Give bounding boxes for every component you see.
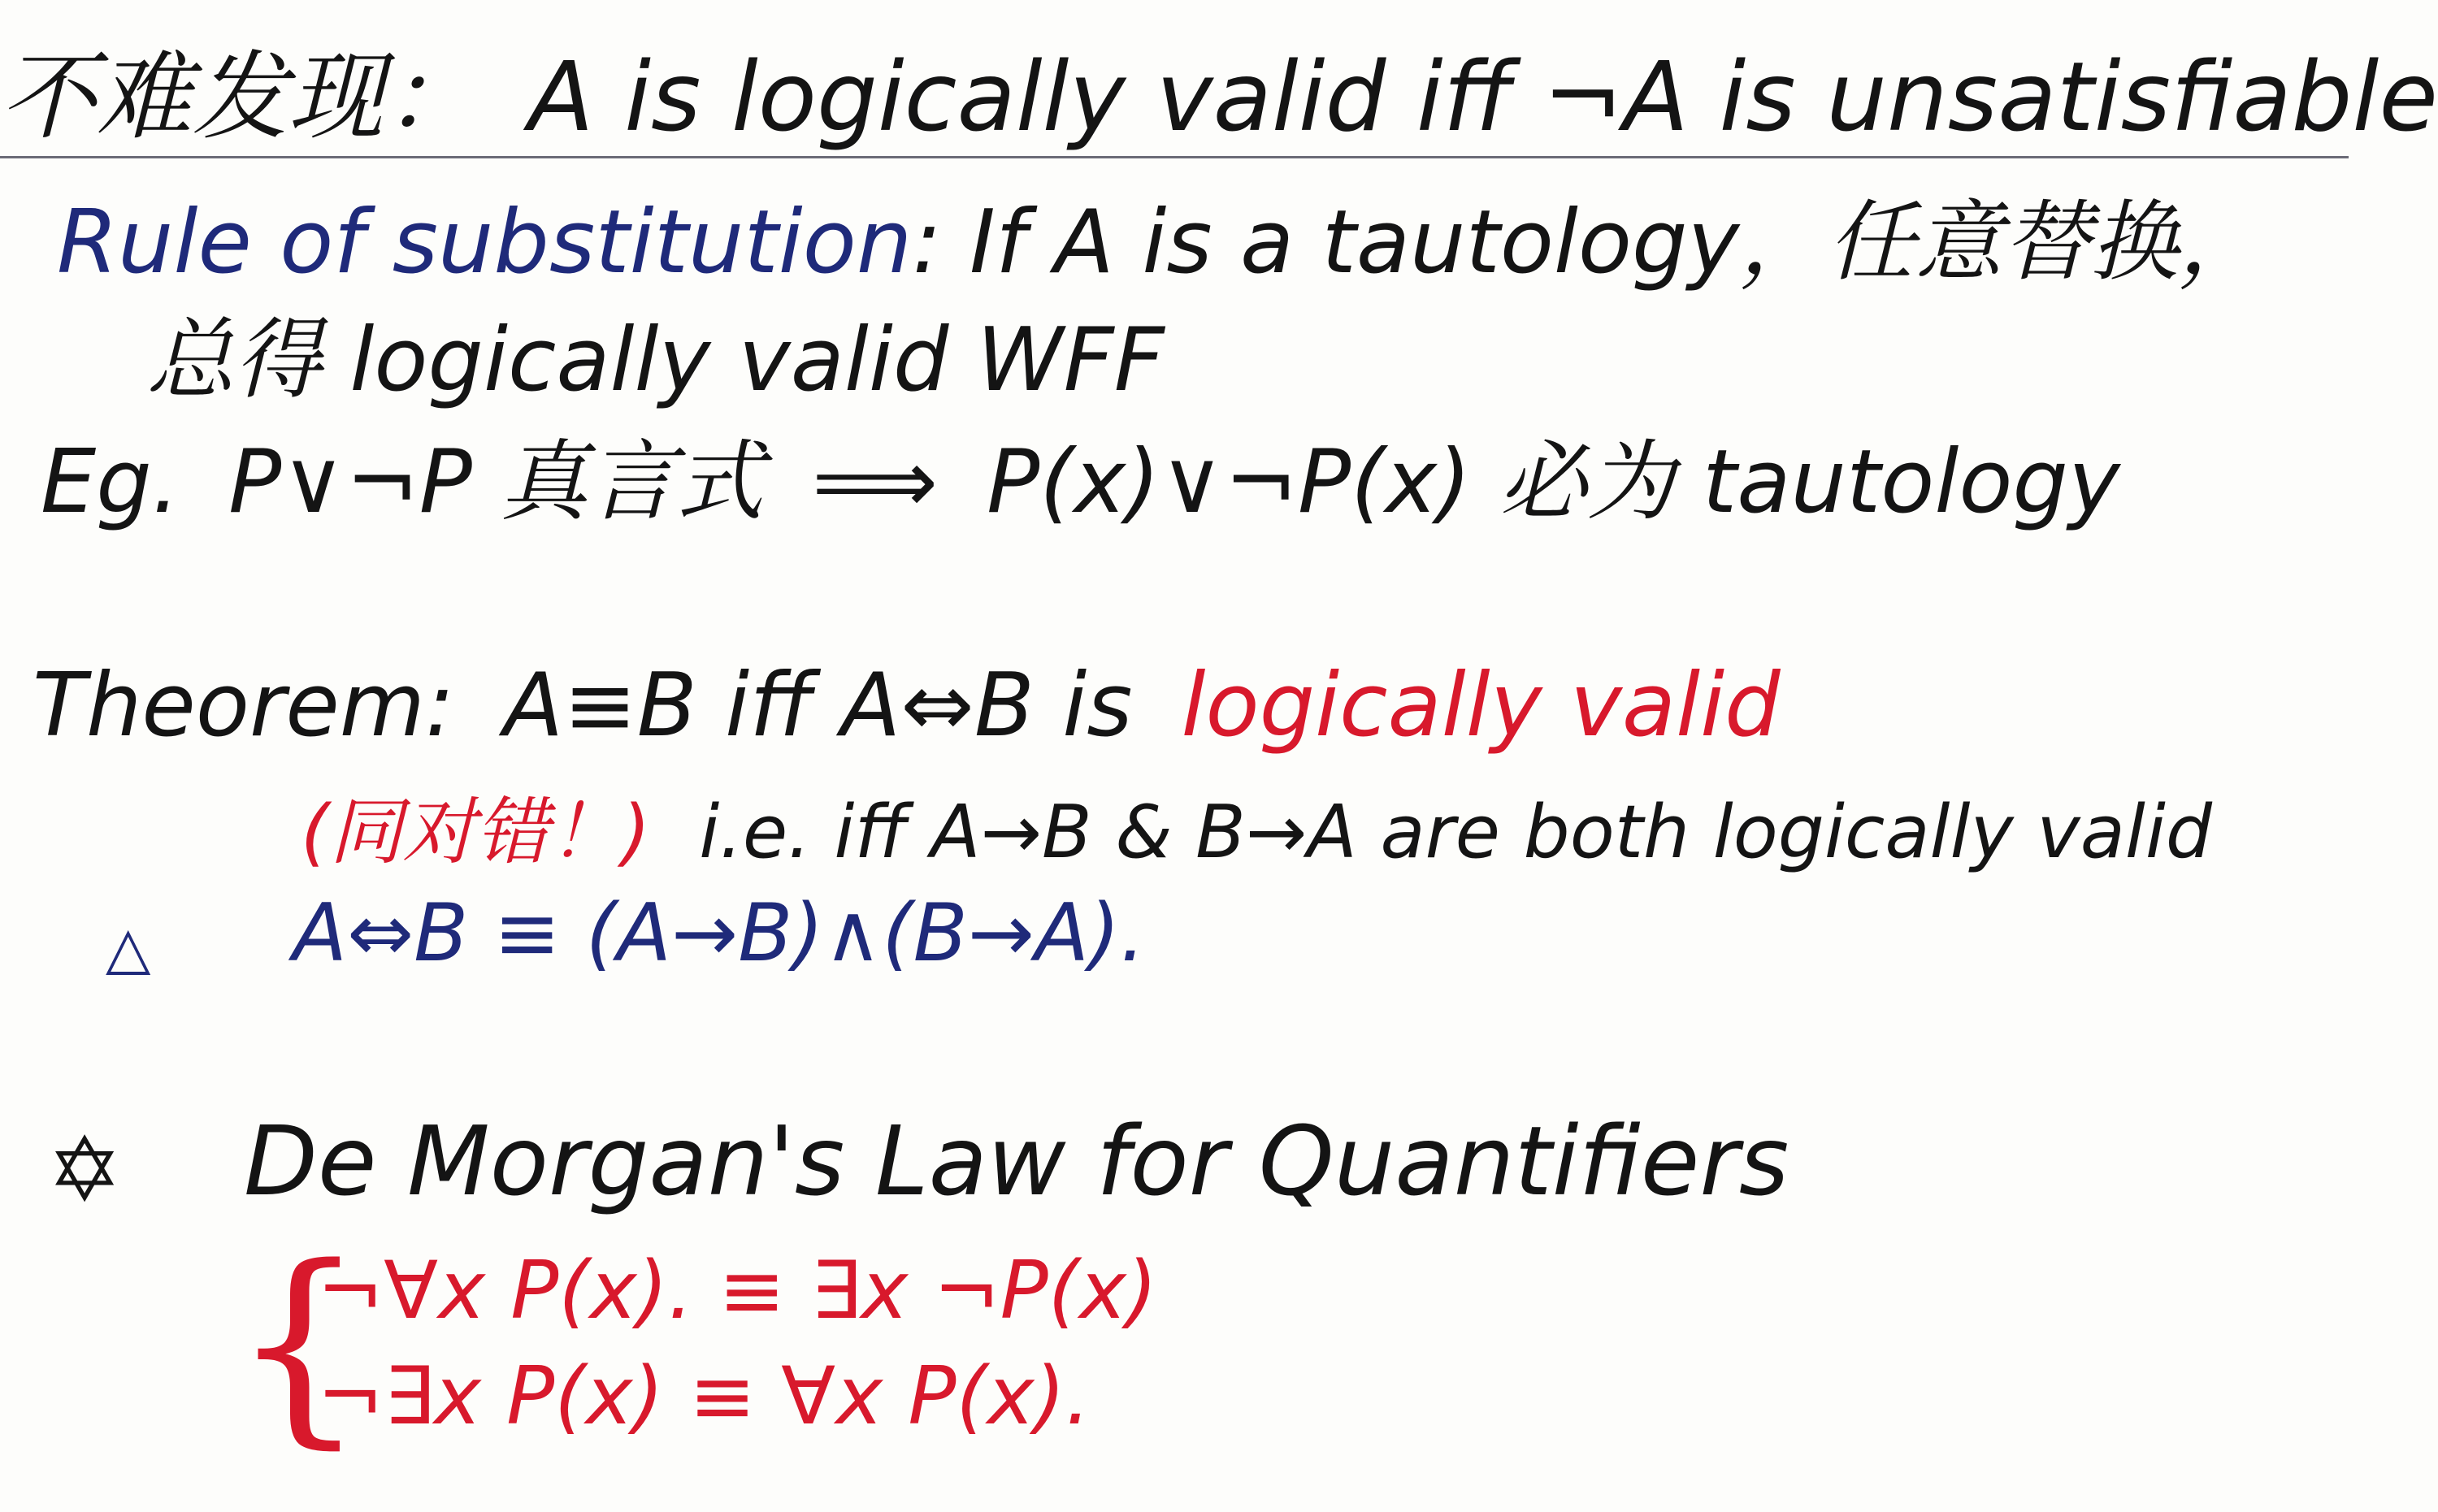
theorem-label: Theorem:: [33, 655, 455, 756]
rule-of-substitution: [57, 192, 2267, 293]
example-formula: P∨¬P 真言式: [228, 431, 764, 533]
demorgan-rule-exists: ¬∃x P(x) ≡ ∀x P(x).: [317, 1350, 1091, 1443]
statement-text: A is logically valid iff ¬A is unsatisfiable: [528, 41, 2438, 153]
rule-text: : If A is a tautology，任意替换，: [912, 192, 2267, 293]
star-bullet-icon: ✡: [47, 1118, 123, 1222]
ruled-line: [0, 156, 2349, 158]
rule-title: Rule of substitution: [57, 192, 913, 293]
rule-continuation: 总得 logically valid WFF: [146, 310, 1165, 411]
example-line: [41, 431, 2120, 533]
theorem-line: [33, 655, 1781, 756]
line-logically-valid: [0, 41, 2438, 153]
demorgan-rule-forall: ¬∀x P(x). ≡ ∃x ¬P(x): [317, 1245, 1158, 1337]
implies-arrow: ⟹: [812, 431, 939, 533]
example-result: P(x)∨¬P(x) 必为 tautology: [987, 431, 2120, 533]
triangle-bullet-icon: △: [106, 913, 151, 981]
curly-brace-icon: {: [232, 1222, 367, 1467]
theorem-highlight: logically valid: [1181, 655, 1781, 756]
demorgan-title: De Morgan's Law for Quantifiers: [244, 1105, 1789, 1217]
ie-line: [301, 790, 2212, 875]
same-truth-note: (同对错！): [301, 790, 651, 875]
example-label: Eg.: [41, 431, 180, 533]
theorem-statement: A≡B iff A⇔B is: [503, 655, 1133, 756]
biconditional-equivalence: A⇔B ≡ (A→B)∧(B→A).: [293, 887, 1146, 980]
ie-text: i.e. iff A→B & B→A are both logically valid: [699, 790, 2212, 875]
chinese-prefix: 不难发现：: [0, 41, 480, 153]
